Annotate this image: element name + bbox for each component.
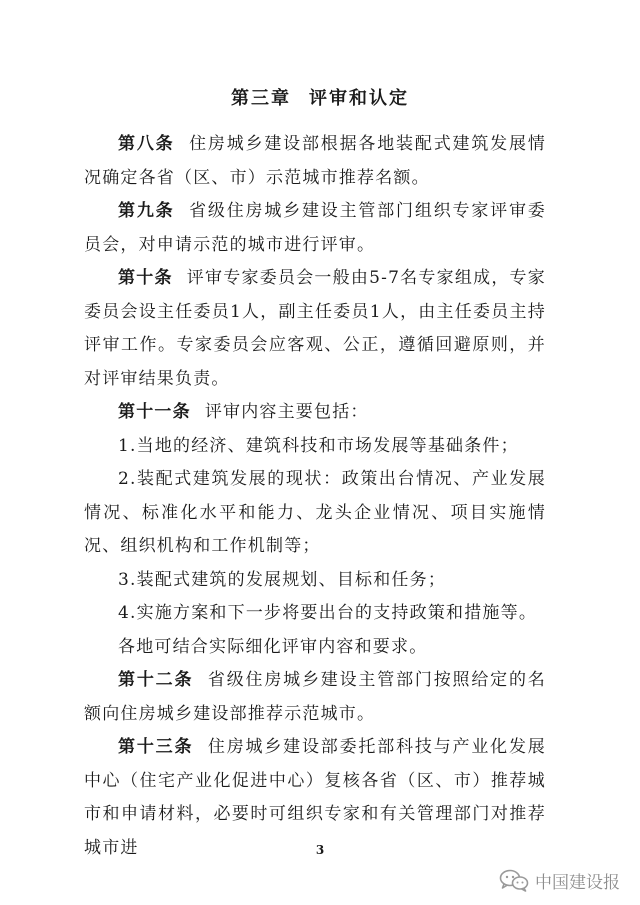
article-text: 住房城乡建设部根据各地装配式建筑发展情况确定各省（区、市）示范城市推荐名额。 <box>84 134 546 188</box>
article-label: 第十三条 <box>118 737 194 757</box>
list-item-2 <box>84 463 546 564</box>
chapter-title: 评审和认定 <box>309 88 409 109</box>
article-10 <box>84 262 546 396</box>
article-8 <box>84 128 546 195</box>
article-12 <box>84 664 546 731</box>
article-label: 第十一条 <box>118 402 191 422</box>
list-item-text: 3.装配式建筑的发展规划、目标和任务； <box>118 569 447 590</box>
article-text: 省级住房城乡建设主管部门组织专家评审委员会，对申请示范的城市进行评审。 <box>84 201 546 255</box>
list-item-3 <box>84 564 546 598</box>
page-number: 3 <box>315 843 325 857</box>
wechat-icon <box>499 868 529 892</box>
article-label: 第八条 <box>118 134 175 154</box>
article-11 <box>84 396 546 430</box>
list-item-text: 4.实施方案和下一步将要出台的支持政策和措施等。 <box>118 603 538 623</box>
chapter-number: 第三章 <box>231 88 291 109</box>
article-label: 第十条 <box>118 268 173 288</box>
refinement-note <box>84 631 546 665</box>
watermark-text: 中国建设报 <box>535 872 620 893</box>
article-text: 评审内容主要包括： <box>204 402 369 422</box>
chapter-heading <box>0 84 640 110</box>
article-label: 第九条 <box>118 201 175 221</box>
note-text: 各地可结合实际细化评审内容和要求。 <box>118 636 428 657</box>
article-label: 第十二条 <box>118 670 194 690</box>
article-text: 住房城乡建设部委托部科技与产业化发展中心（住宅产业化促进中心）复核各省（区、市）推荐城市和申请材料，必要时可组织专家和有关管理部门对推荐城市进 <box>84 737 546 858</box>
list-item-text: 2.装配式建筑发展的现状：政策出台情况、产业发展情况、标准化水平和能力、龙头企业情况、项目实施情况、组织机构和工作机制等； <box>84 469 546 556</box>
article-text: 省级住房城乡建设主管部门按照给定的名额向住房城乡建设部推荐示范城市。 <box>84 670 546 724</box>
list-item-text: 1.当地的经济、建筑科技和市场发展等基础条件； <box>118 435 519 456</box>
watermark <box>499 866 620 894</box>
list-item-1 <box>84 430 546 464</box>
article-text: 评审专家委员会一般由5-7名专家组成，专家委员会设主任委员1人，副主任委员1人，由主任委员主持评审工作。专家委员会应客观、公正，遵循回避原则，并对评审结果负责。 <box>84 268 546 389</box>
document-body <box>84 128 546 865</box>
article-9 <box>84 195 546 262</box>
list-item-4 <box>84 597 546 631</box>
